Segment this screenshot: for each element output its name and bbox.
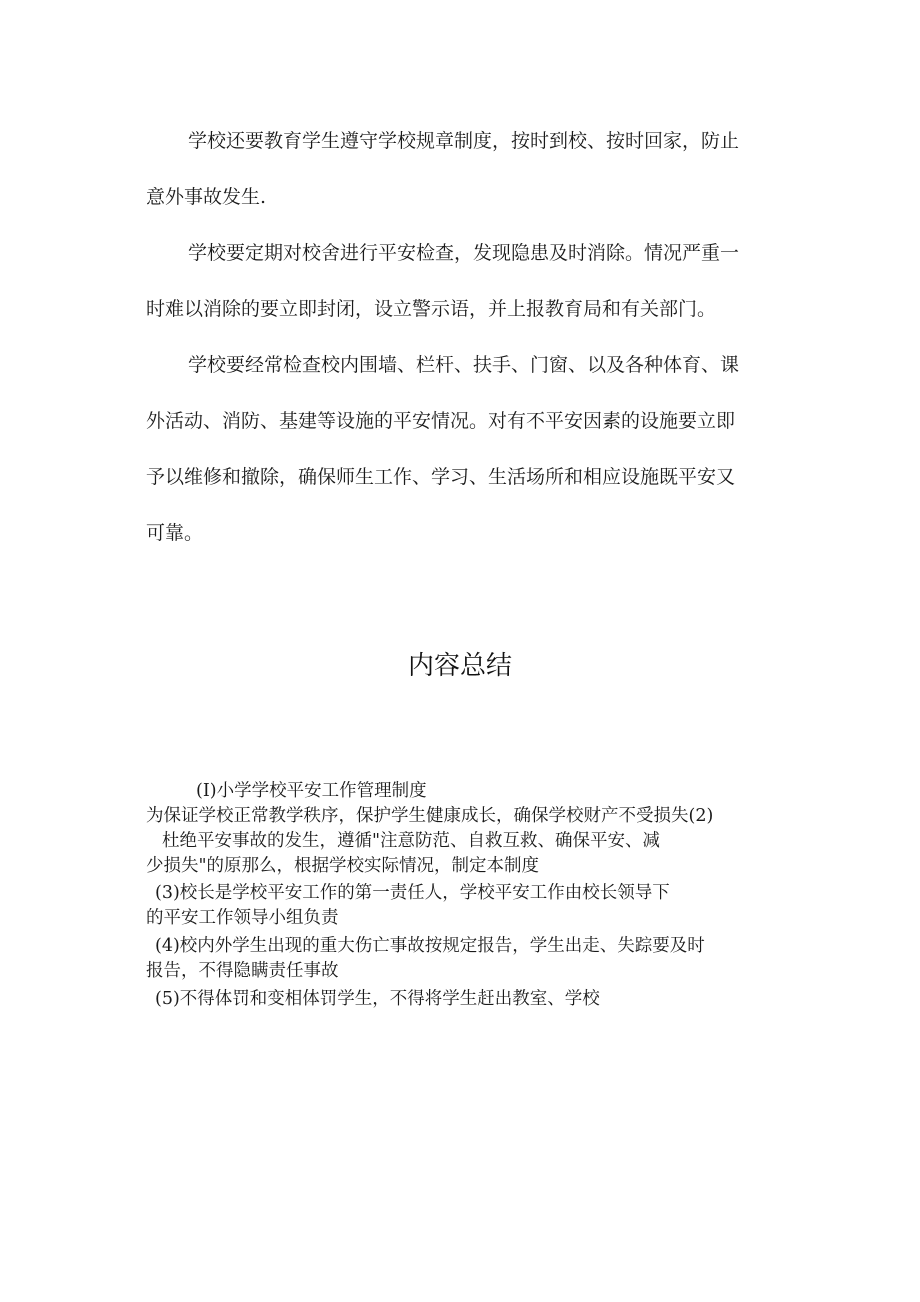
- summary-line-8: 报告，不得隐瞒责任事故: [146, 961, 339, 981]
- paragraph-2-line-2: 时难以消除的要立即封闭，设立警示语，并上报教育局和有关部门。: [146, 298, 717, 320]
- paragraph-2-line-1: 学校要定期对校舍进行平安检查，发现隐患及时消除。情况严重一: [188, 242, 740, 264]
- paragraph-3-line-2: 外活动、消防、基建等设施的平安情况。对有不平安因素的设施要立即: [146, 410, 736, 432]
- summary-line-4: 少损失"的原那么，根据学校实际情况，制定本制度: [146, 856, 540, 876]
- paragraph-3-line-3: 予以维修和撤除，确保师生工作、学习、生活场所和相应设施既平安又: [146, 466, 736, 488]
- summary-line-6: 的平安工作领导小组负责: [146, 908, 339, 928]
- summary-line-9: (5)不得体罚和变相体罚学生，不得将学生赶出教室、学校: [155, 989, 600, 1009]
- summary-line-3: 杜绝平安事故的发生，遵循"注意防范、自救互救、确保平安、减: [162, 831, 661, 851]
- paragraph-1-line-1: 学校还要教育学生遵守学校规章制度，按时到校、按时回家，防止: [188, 130, 740, 152]
- summary-line-1: (I)小学学校平安工作管理制度: [196, 781, 427, 801]
- paragraph-3-line-4: 可靠。: [146, 522, 204, 544]
- summary-line-2: 为保证学校正常教学秩序，保护学生健康成长，确保学校财产不受损失(2): [146, 806, 714, 826]
- summary-line-7: (4)校内外学生出现的重大伤亡事故按规定报告，学生出走、失踪要及时: [155, 936, 705, 956]
- summary-title: 内容总结: [407, 651, 512, 681]
- paragraph-1-line-2: 意外事故发生.: [146, 186, 267, 208]
- summary-line-5: (3)校长是学校平安工作的第一责任人，学校平安工作由校长领导下: [155, 883, 670, 903]
- paragraph-3-line-1: 学校要经常检查校内围墙、栏杆、扶手、门窗、以及各种体育、课: [188, 354, 740, 376]
